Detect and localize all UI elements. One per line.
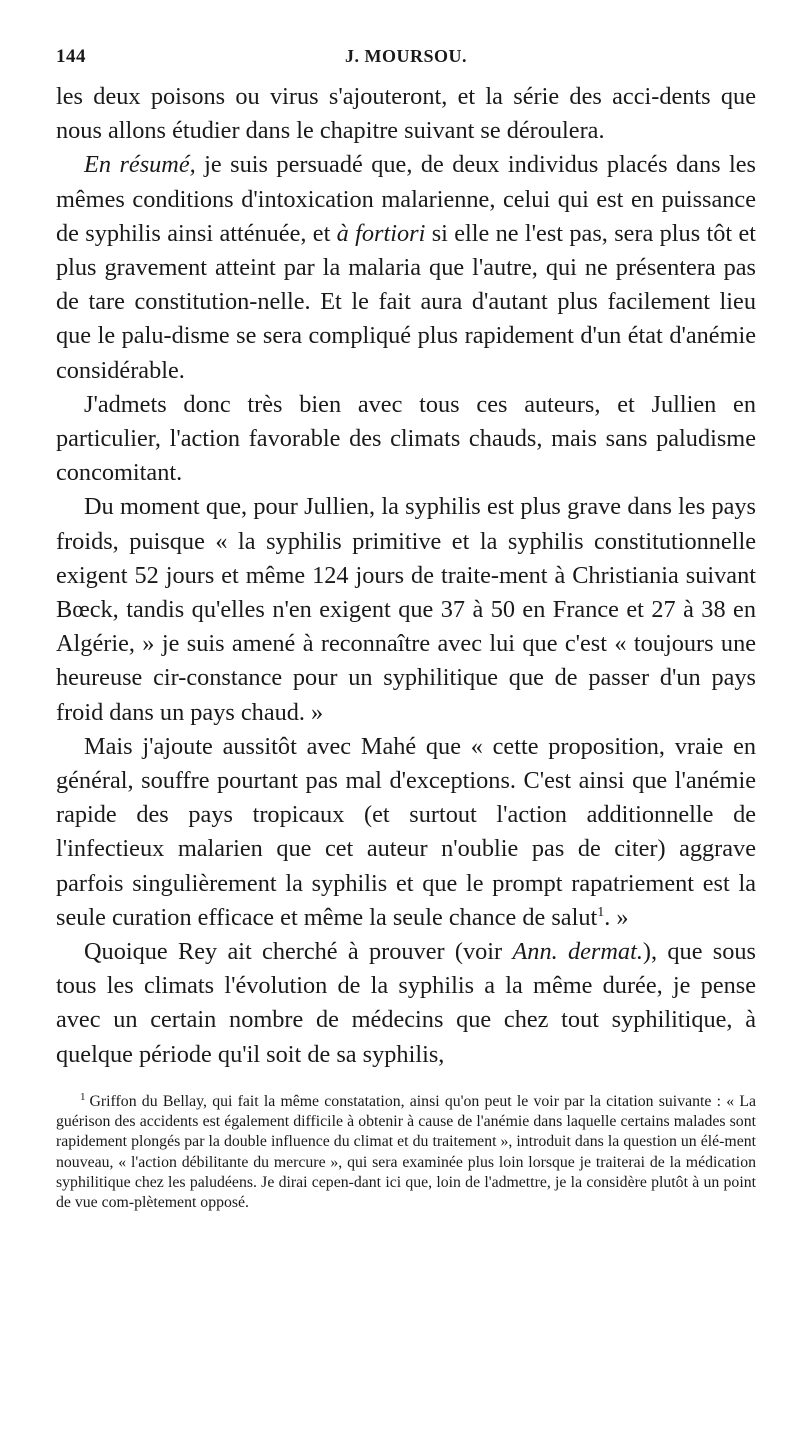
footnote-text: Griffon du Bellay, qui fait la même constatation, ainsi qu'on peut le voir par la citation suivante : « La guérison des accidents est également difficile à obtenir à cause de l'anémie dans laquelle certains malades sont rapidement plongés par la double influence du climat et du traitement », introduit dans la question un élé-ment nouveau, « l'action débilitante du mercure », qui sera examinée plus loin lorsque je traiterai de la médication syphilitique chez les paludéens. Je dirai cepen-dant ici que, loin de l'admettre, je la considère plutôt à un point de vue com-plètement opposé. bbox=[56, 1092, 756, 1212]
paragraph bbox=[56, 148, 756, 387]
footnote-separator bbox=[56, 1072, 756, 1082]
paragraph bbox=[56, 935, 756, 1072]
footnotes bbox=[56, 1092, 756, 1214]
running-head bbox=[56, 46, 756, 80]
text-run: ), que sous tous les climats l'évolution de la syphilis a la même durée, je pense avec un certain nombre de médecins que chez tout syphilitique, à quelque période qu'il soit de sa syphilis, bbox=[56, 938, 757, 1068]
running-title: J. MOURSOU. bbox=[345, 46, 467, 66]
text-run: J'admets donc très bien avec tous ces auteurs, et Jullien en particulier, l'action favorable des climats chauds, mais sans paludisme concomitant. bbox=[56, 390, 756, 487]
book-page bbox=[56, 46, 756, 1214]
text-run: les deux poisons ou virus s'ajouteront, et la série des acci-dents que nous allons étudier dans le chapitre suivant se déroulera. bbox=[56, 83, 756, 145]
text-run: je suis persuadé que, de deux individus placés dans les mêmes conditions d'intoxication malarienne, celui qui est en puissance de syphilis ainsi atténuée, et bbox=[56, 151, 756, 247]
body-text bbox=[56, 80, 756, 1072]
text-run: Du moment que, pour Jullien, la syphilis est plus grave dans les pays froids, puisque « la syphilis primitive et la syphilis constitutionnelle exigent 52 jours et même 124 jours de traite-ment à Christiania suivant Bœck, tandis qu'elles n'en exigent que 37 à 50 en France et 27 à 38 en Algérie, » je suis amené à reconnaître avec lui que c'est « toujours une heureuse cir-constance pour un syphilitique que de passer d'un pays froid dans un pays chaud. » bbox=[56, 493, 756, 726]
footnote-reference: 1 bbox=[597, 904, 605, 920]
footnote bbox=[56, 1092, 756, 1214]
footnote-marker: 1 bbox=[80, 1090, 86, 1103]
text-run: Mais j'ajoute aussitôt avec Mahé que « cette proposition, vraie en général, souffre pourtant pas mal d'exceptions. C'est ainsi que l'anémie rapide des pays tropicaux (et surtout l'action additionnelle de l'infectieux malarien que cet auteur n'oublie pas de citer) aggrave parfois singulièrement la syphilis et que le prompt rapatriement est la seule curation efficace et même la seule chance de salut bbox=[56, 732, 756, 931]
text-run-italic: à fortiori bbox=[336, 219, 426, 247]
paragraph bbox=[56, 80, 756, 148]
text-run-italic: En résumé, bbox=[84, 151, 196, 179]
text-run-italic: Ann. dermat. bbox=[512, 938, 643, 966]
paragraph bbox=[56, 730, 756, 935]
page-number: 144 bbox=[56, 46, 86, 67]
text-run: Quoique Rey ait cherché à prouver (voir bbox=[84, 938, 513, 966]
paragraph bbox=[56, 490, 756, 729]
paragraph bbox=[56, 388, 756, 491]
text-run: si elle ne l'est pas, sera plus tôt et plus gravement atteint par la malaria que l'autre, qui ne présentera pas de tare constitution-nelle. Et le fait aura d'autant plus facilement lieu que le palu-disme se sera compliqué plus rapidement d'un état d'anémie considérable. bbox=[56, 219, 757, 384]
text-run: . » bbox=[604, 903, 629, 931]
